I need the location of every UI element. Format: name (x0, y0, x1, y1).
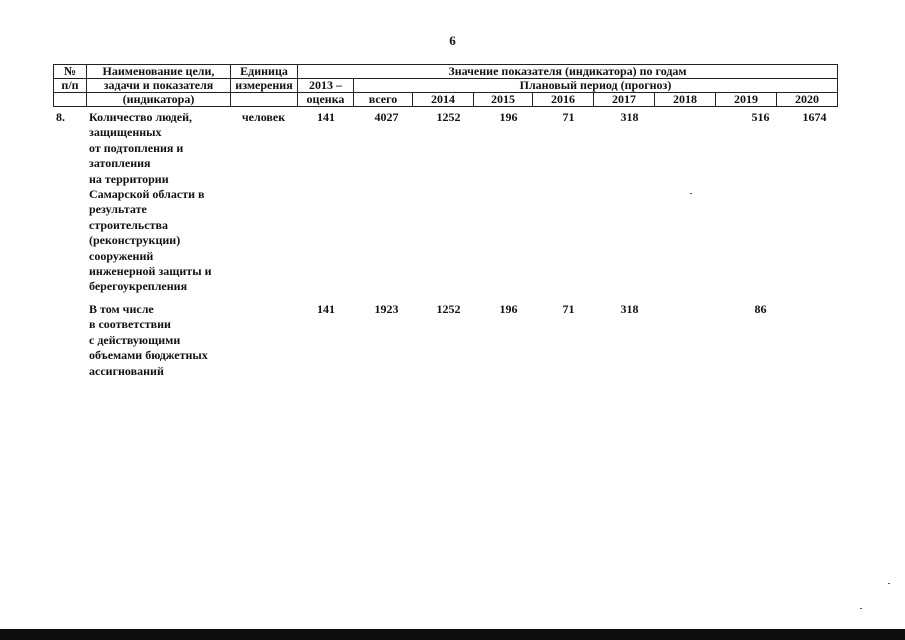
indicator-name-line: с действующими (89, 332, 181, 347)
value-2020: 1674 (802, 110, 827, 124)
scan-speck (690, 193, 692, 194)
scan-bottom-edge (0, 629, 905, 640)
value-2017: 318 (620, 302, 639, 316)
header-estimate-line2: оценка (298, 93, 354, 107)
indicator-name-line: от подтопления и (89, 140, 184, 155)
indicator-name-line: ассигнований (89, 363, 164, 378)
header-year-2020: 2020 (777, 93, 838, 107)
indicator-name (89, 110, 211, 295)
header-year-2014: 2014 (413, 93, 474, 107)
indicator-name-line: инженерной защиты и (89, 264, 212, 279)
header-num-line2: п/п (54, 79, 87, 93)
unit-value: человек (241, 110, 286, 124)
total-value: 1923 (374, 302, 399, 316)
scan-speck (888, 583, 890, 584)
value-2015: 196 (499, 302, 518, 316)
scan-speck (860, 608, 862, 609)
header-num-line1: № (54, 65, 87, 79)
header-year-2015: 2015 (474, 93, 533, 107)
indicator-name-line: на территории (89, 171, 169, 186)
indicator-name-line: берегоукрепления (89, 279, 188, 294)
value-2014: 1252 (436, 110, 461, 124)
indicator-name-line: строительства (89, 217, 168, 232)
indicator-name-line: защищенных (89, 125, 162, 140)
indicator-table-header (53, 64, 838, 107)
header-year-2016: 2016 (533, 93, 594, 107)
value-2016: 71 (562, 302, 575, 316)
header-values-title: Значение показателя (индикатора) по годам (298, 65, 838, 79)
value-2019: 86 (754, 302, 767, 316)
total-value: 4027 (374, 110, 399, 124)
indicator-name-line: сооружений (89, 248, 154, 263)
header-estimate-line1: 2013 – (298, 79, 354, 93)
indicator-name-line: Количество людей, (89, 110, 192, 124)
indicator-name-line: объемами бюджетных (89, 348, 208, 363)
value-2015: 196 (499, 110, 518, 124)
value-2016: 71 (562, 110, 575, 124)
header-year-2017: 2017 (594, 93, 655, 107)
header-name-line1: Наименование цели, (87, 65, 231, 79)
value-2014: 1252 (436, 302, 461, 316)
header-total: всего (354, 93, 413, 107)
indicator-name-line: затопления (89, 156, 151, 171)
header-plan-title: Плановый период (прогноз) (354, 79, 838, 93)
value-2019: 516 (751, 110, 770, 124)
header-name-line3: (индикатора) (87, 93, 231, 107)
header-name-line2: задачи и показателя (87, 79, 231, 93)
row-number: 8. (56, 110, 65, 124)
indicator-name-line: Самарской области в (89, 187, 205, 202)
indicator-name-line: (реконструкции) (89, 233, 181, 248)
estimate-value: 141 (317, 110, 335, 124)
indicator-name (89, 302, 208, 379)
estimate-value: 141 (317, 302, 335, 316)
page-number: 6 (449, 33, 456, 48)
indicator-name-line: В том числе (89, 302, 154, 316)
header-year-2019: 2019 (716, 93, 777, 107)
header-unit-line2: измерения (231, 79, 298, 93)
header-unit-line1: Единица (231, 65, 298, 79)
indicator-name-line: результате (89, 202, 147, 217)
header-year-2018: 2018 (655, 93, 716, 107)
value-2017: 318 (620, 110, 639, 124)
indicator-name-line: в соответствии (89, 317, 171, 332)
